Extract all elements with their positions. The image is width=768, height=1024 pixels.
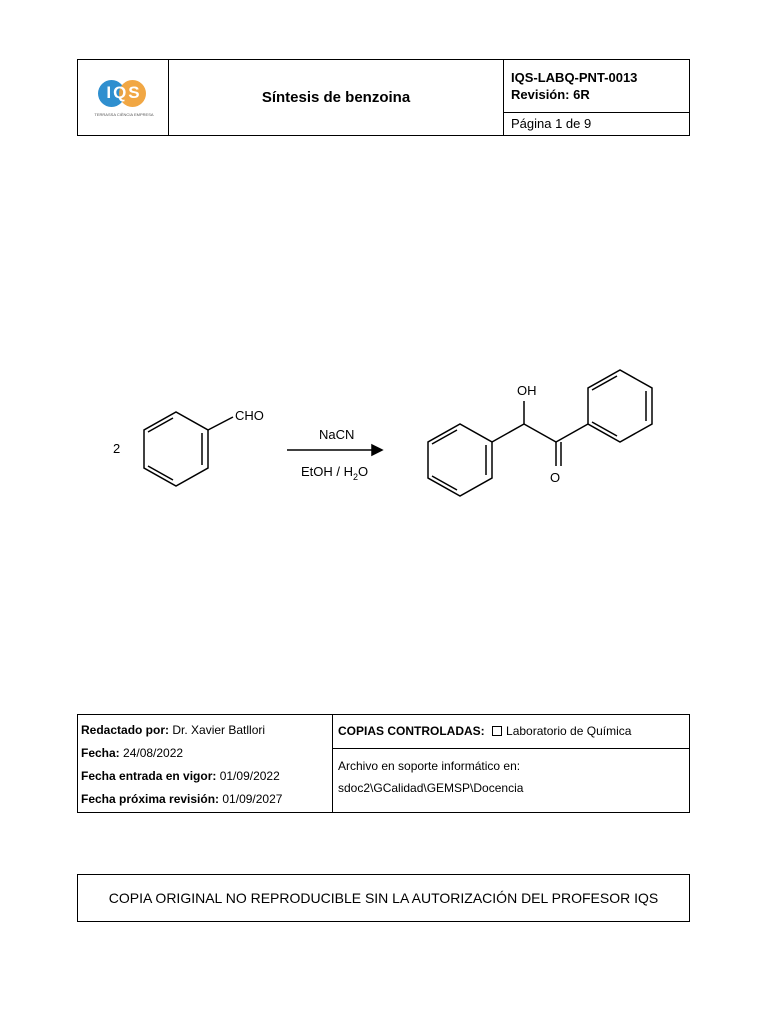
redactado-row: Redactado por: Dr. Xavier Batllori [81, 723, 266, 737]
document-title: Síntesis de benzoina [169, 60, 504, 135]
controlled-copies-cell [333, 715, 689, 749]
copias-label: COPIAS CONTROLADAS: [338, 724, 485, 738]
fecha-row: Fecha: 24/08/2022 [81, 746, 184, 760]
next-revision-row: Fecha próxima revisión: 01/09/2027 [81, 792, 283, 806]
copias-value: Laboratorio de Química [506, 724, 632, 738]
document-code-cell [504, 60, 689, 113]
document-info-table [77, 714, 690, 813]
solvent-label: EtOH / $H_2O$ [301, 464, 369, 482]
document-revision: Revisión: 6R [511, 87, 590, 102]
page-number: Página 1 de 9 [511, 116, 592, 131]
copy-notice: COPIA ORIGINAL NO REPRODUCIBLE SIN LA AUTORIZACIÓN DEL PROFESOR IQS [77, 874, 690, 922]
stoichiometric-coefficient: 2 [113, 441, 121, 456]
logo: IQS [106, 83, 142, 102]
reaction-scheme [100, 365, 680, 515]
logo-cell [78, 60, 169, 135]
vigor-row: Fecha entrada en vigor: 01/09/2022 [81, 769, 280, 783]
reagent-label: NaCN [319, 427, 355, 442]
carbonyl-oxygen-label: O [550, 470, 561, 485]
aldehyde-group-label: CHO [235, 408, 264, 423]
benzoin-left-ring [428, 424, 492, 496]
document-header [77, 59, 690, 136]
archivo-label: Archivo en soporte informático en: [338, 759, 521, 773]
benzaldehyde-ring [144, 412, 233, 486]
logo-tagline: TERRASSA CIÈNCIA EMPRESA [94, 112, 154, 117]
archive-cell [333, 749, 689, 812]
copy-checkbox[interactable] [492, 726, 502, 736]
document-code: IQS-LABQ-PNT-0013 [511, 70, 638, 85]
authorship-cell [78, 715, 333, 812]
hydroxyl-label: OH [517, 383, 537, 398]
reaction-arrow [287, 445, 382, 455]
benzoin-chain [492, 401, 588, 466]
archivo-path: sdoc2\GCalidad\GEMSP\Docencia [338, 781, 524, 795]
benzoin-right-ring [588, 370, 652, 442]
